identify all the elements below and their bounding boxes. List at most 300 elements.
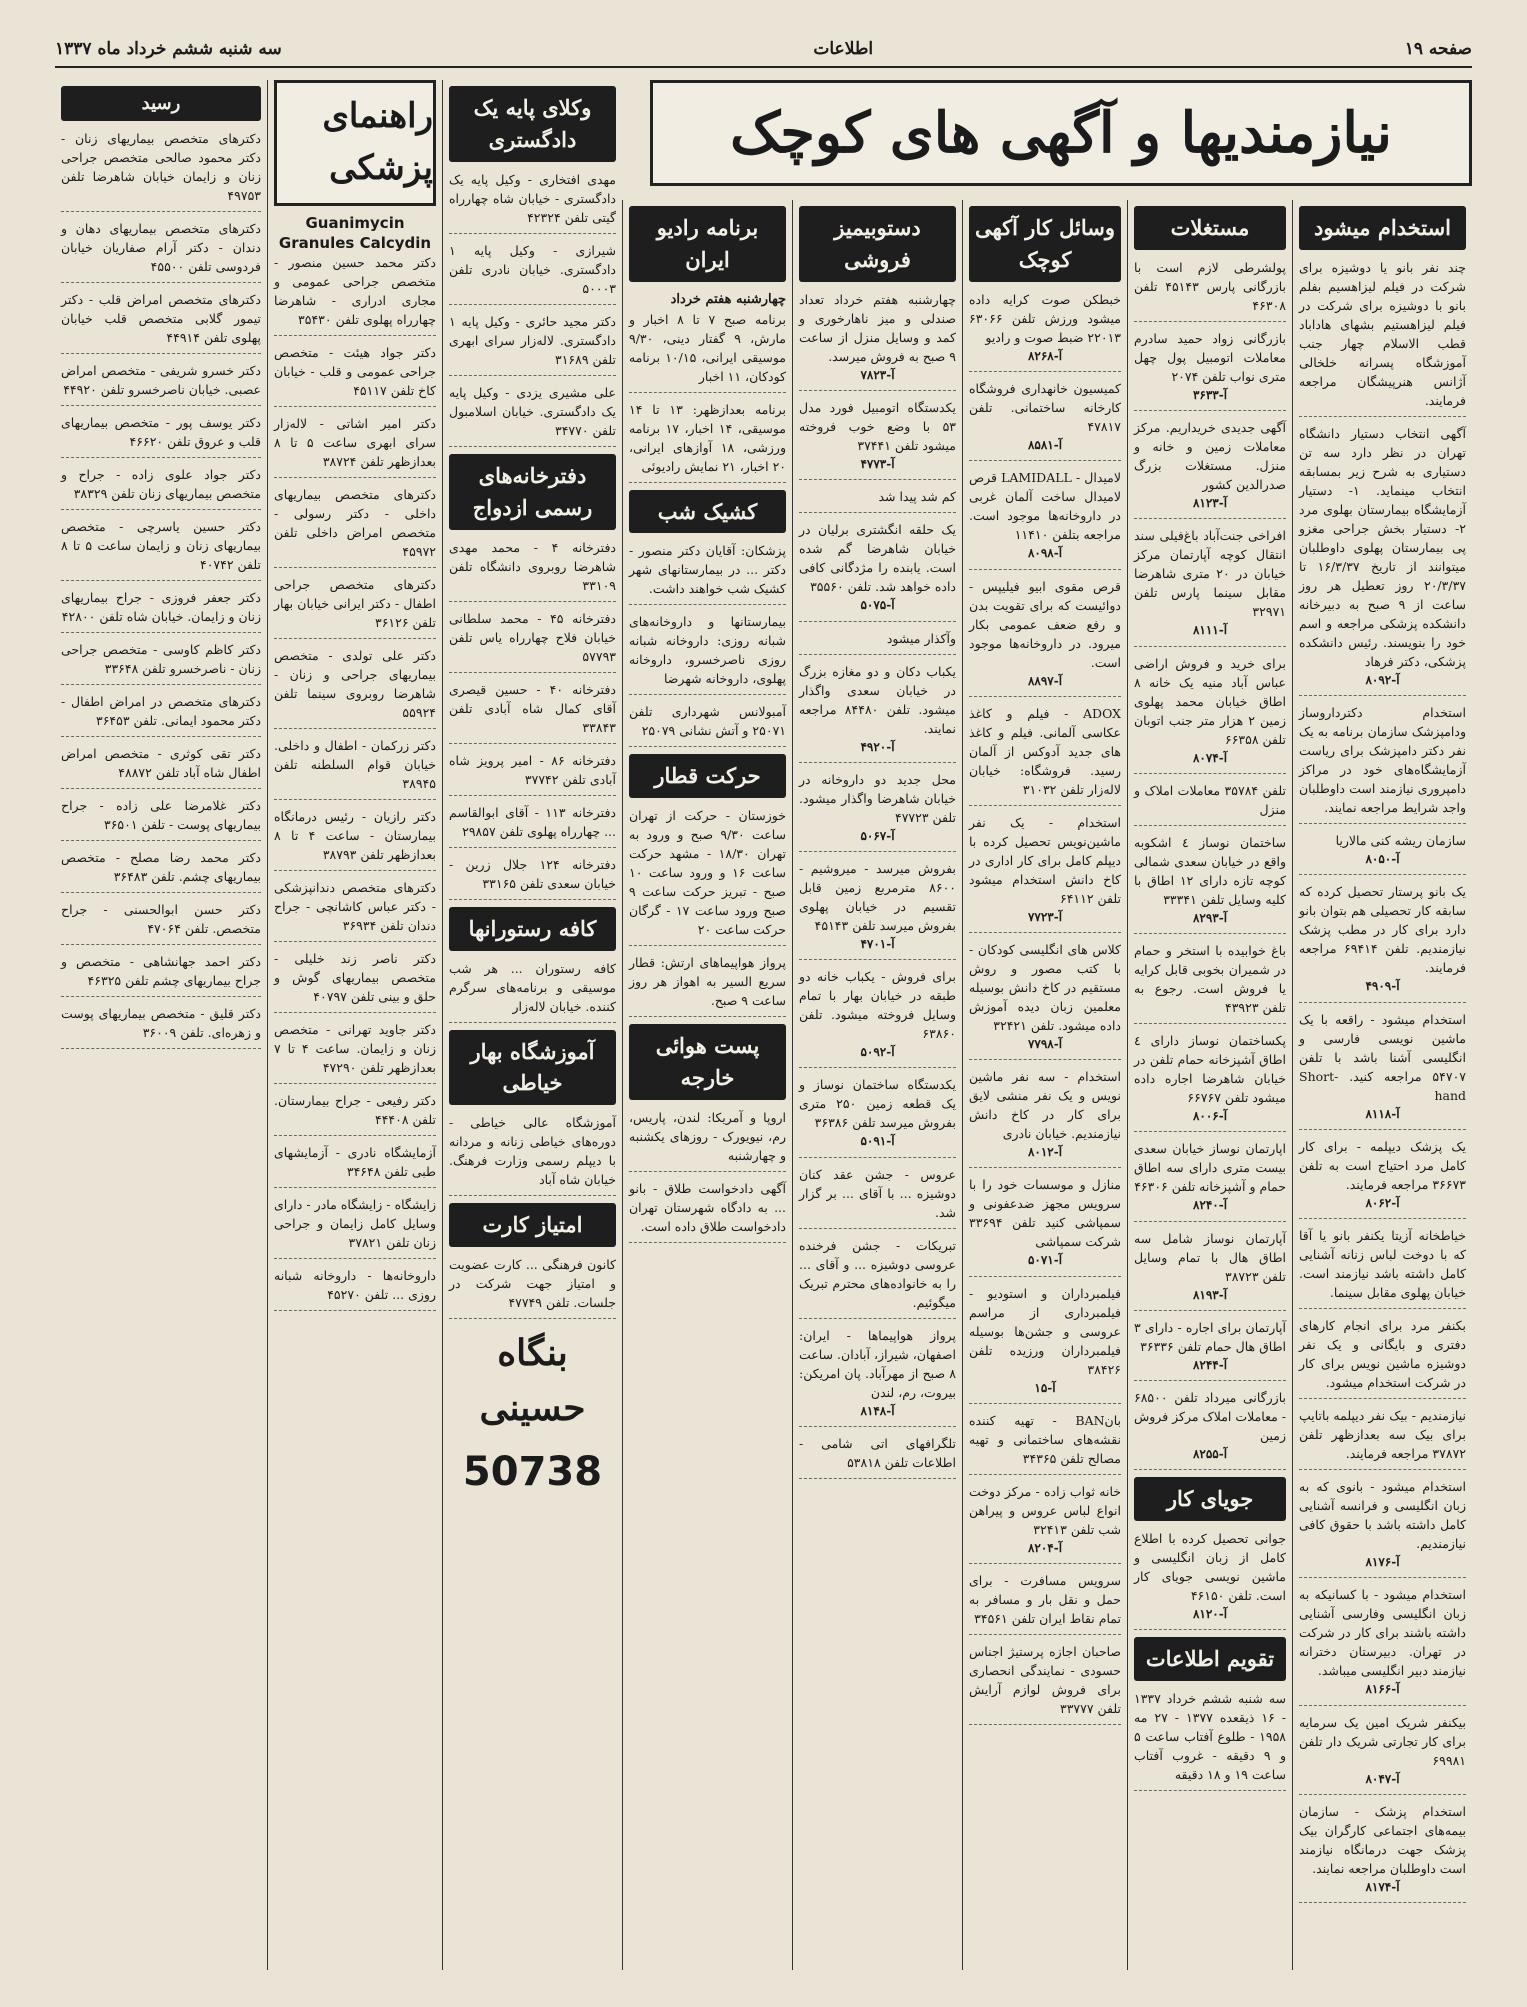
section-heading: جویای کار <box>1134 1477 1286 1521</box>
ad-text: دکتر جواد هیئت - متخصص جراحی عمومی و قلب - خیابان کاخ تلفن ۴۵۱۱۷ <box>274 345 436 398</box>
ad-text: پکساختمان نوساز دارای ٤ اطاق آشپزخانه حمام تلفن در خیابان شاهرضا اجاره داده میشود تلفن ۶۶۷۶۷ <box>1134 1033 1286 1106</box>
ad-text: افراخی جنت‌آباد باغ‌فیلی سند انتقال کوچه آپارتمان مرکز خیابان در ۲۰ متری شاهرضا مقابل سینما پارس تلفن ۳۲۹۷۱ <box>1134 528 1286 620</box>
classified-ad <box>449 1113 616 1196</box>
ad-text: بیمارستانها و داروخانه‌های شبانه روزی: داروخانه شبانه روزی ناصرخسرو، داروخانه پهلوی، داروخانه شهرضا <box>629 614 786 687</box>
classified-ad <box>629 1179 786 1243</box>
ad-text: دکترهای متخصص بیماریهای زنان - دکتر محمود صالحی متخصص جراحی زنان و زایمان خیابان شاهرضا تلفن ۴۹۷۵۳ <box>61 131 261 204</box>
ad-text: شیرازی - وکیل پایه ۱ دادگستری. خیابان نادری تلفن ۵۰۰۰۳ <box>449 242 616 296</box>
column-real-estate <box>1127 200 1292 1970</box>
ad-text: دکتر رازیان - رئیس درمانگاه بیمارستان - ساعت ۴ تا ۸ بعدازظهر تلفن ۳۸۷۹۳ <box>274 809 437 862</box>
ad-text: دکتر یوسف پور - متخصص بیماریهای قلب و عروق تلفن ۴۶۶۲۰ <box>61 415 261 450</box>
ad-text: یک بانو پرستار تحصیل کرده که سابقه کار تحصیلی هم بتوان بانو دارد برای کار در مطب پزشک نیازمندیم. تلفن ۶۹۴۱۴ مراجعه فرمایند. <box>1299 884 1466 976</box>
ad-list <box>1134 1529 1286 1630</box>
running-header <box>55 36 1472 68</box>
section-heading: دستوبیمیز فروشی <box>799 206 956 282</box>
classified-ad <box>274 575 436 639</box>
ad-text: ADOX - فیلم و کاغذ عکاسی آلمانی. فیلم و کاغذ های جدید آدوکس از آلمان رسید. فروشگاه: خیابان لاله‌زار تلفن ۳۱۰۳۲ <box>969 705 1121 797</box>
ad-text: دکتر ناصر زند خلیلی - متخصص بیماریهای گوش و حلق و بینی تلفن ۴۰۷۹۷ <box>274 951 436 1004</box>
ad-text: آگهی دادخواست طلاق - بانو ... به دادگاه شهرستان تهران دادخواست طلاق داده است. <box>629 1181 786 1235</box>
ad-list <box>449 959 616 1023</box>
ad-code: آ-۸۱۹۳ <box>1192 1287 1228 1302</box>
classified-ad <box>274 1091 436 1136</box>
classified-ad <box>969 1284 1121 1404</box>
ad-text: آگهی انتخاب دستیار دانشگاه تهران در نظر دارد سه تن دستیاری به شرح زیر بمسابقه انتخاب مینماید. ۱- دستیار آزمایشگاه بیمارستان بهلوی مرد ۲- دستیار بخش جراحی مغزو پی بیمارستان پهلوی داوطلبان میتوانند از تاریخ ۱۶/۳/۳۷ تا ۲۰/۳/۳۷ روز تعطیل هر روز ساعت از ۹ صبح به دبیرخانه دانشکده پزشکی مراجعه و اسم خود را بنویسند. رئیس دانشکده پزشکی، دکتر فرهاد <box>1299 425 1466 669</box>
ad-list <box>1299 258 1466 1903</box>
ad-text: پولشرطی لازم است با بازرگانی پارس ۴۵۱۴۳ تلفن ۴۶۳۰۸ <box>1134 259 1286 313</box>
ad-text: دکتر امیر اشاتی - لاله‌زار سرای ابهری ساعت ۵ تا ۸ بعدازظهر تلفن ۳۸۷۲۴ <box>274 416 436 469</box>
classified-ad <box>61 1004 261 1049</box>
classified-ad <box>1134 1318 1286 1381</box>
ad-text: بفروش میرسد - میروشیم - ۸۶۰۰ مترمربع زمین قابل تقسیم در خیابان پهلوی بفروش میرسد تلفن ۴۵۱۴۳ <box>799 860 956 933</box>
classified-ad <box>969 1482 1121 1564</box>
ad-text: دکتر زرکمان - اطفال و داخلی. خیابان قوام السلطنه تلفن ۳۸۹۴۵ <box>274 738 436 791</box>
ad-text: استخدام - سه نفر ماشین نویس و یک نفر منشی لایق برای کار در کاخ دانش نیازمندیم. خیابان نادری <box>969 1069 1121 1142</box>
ad-text: آموزشگاه عالی خیاطی - دوره‌های خیاطی زنانه و مردانه با دیپلم رسمی وزارت فرهنگ. خیابان شاه آباد <box>449 1115 616 1188</box>
ad-list <box>1134 258 1286 1470</box>
classified-ad <box>61 952 261 997</box>
section-heading: آموزشگاه بهار خیاطی <box>449 1030 616 1106</box>
ad-code: آ-۸۱۲۰ <box>1192 1607 1228 1622</box>
ad-text: دفترخانه ۱۱۳ - آقای ابوالقاسم ... چهارراه پهلوی تلفن ۲۹۸۵۷ <box>449 804 616 839</box>
ad-list <box>629 310 786 483</box>
classified-ad <box>274 646 436 729</box>
ad-text: آپارتمان برای اجاره - دارای ۳ اطاق هال حمام تلفن ۳۶۳۳۶ <box>1134 1319 1286 1354</box>
ad-text: دکتر تقی کوثری - متخصص امراض اطفال شاه آباد تلفن ۴۸۸۷۲ <box>61 746 261 781</box>
classified-ad <box>449 383 616 447</box>
classified-ad <box>1134 418 1286 519</box>
ad-text: نیازمندیم - بیک نفر دیپلمه باتایپ برای بیک سه بعدازظهر تلفن ۳۷۸۷۲ مراجعه فرمایند. <box>1299 1408 1466 1462</box>
agency-phone: 50738 <box>462 1448 603 1495</box>
section-heading: دفترخانه‌های رسمی ازدواج <box>449 454 616 530</box>
classified-ad <box>969 468 1121 569</box>
ad-code: آ-۴۹۲۰ <box>860 739 895 754</box>
ad-text: دکتر قلیق - متخصص بیماریهای پوست و زهره‌ای. تلفن ۳۶۰۰۹ <box>61 1006 261 1041</box>
classified-ad <box>1134 258 1286 322</box>
ad-code: آ-۸۰۴۷ <box>1365 1771 1400 1786</box>
classified-ad <box>1299 831 1466 875</box>
section-heading: پست هوائی خارجه <box>629 1024 786 1100</box>
ad-text: یکدستگاه اتومبیل فورد مدل ۵۳ با وضع خوب فروخته میشود تلفن ۳۷۴۴۱ <box>799 400 956 454</box>
classified-ad <box>1299 258 1466 417</box>
classified-ad <box>274 878 436 942</box>
classified-ad <box>799 629 956 655</box>
ad-text: دکترهای متخصص دندانپزشکی - دکتر عباس کاشانچی - جراح دندان تلفن ۳۶۹۳۴ <box>274 880 436 933</box>
ad-text: اروپا و آمریکا: لندن، پاریس، رم، نیویورک - روزهای یکشنبه و چهارشنبه <box>629 1110 786 1164</box>
ad-list <box>629 541 786 747</box>
ad-code: آ-۸۰۹۸ <box>1027 546 1063 561</box>
classified-ad <box>61 290 261 354</box>
ad-text: برای فروش - یکباب خانه دو طبقه در خیابان بهار با تمام وسایل فروخته میشود. تلفن ۶۳۸۶۰ <box>799 969 956 1042</box>
classified-ad <box>61 900 261 945</box>
ad-text: دکتر محمد حسین منصور - متخصص جراحی عمومی و مجاری ادراری - شاهرضا چهارراه پهلوی تلفن ۳۵۴۳۰ <box>274 255 436 327</box>
ad-code: آ-۸۱۷۴ <box>1365 1879 1400 1894</box>
ad-text: کافه رستوران ... هر شب موسیقی و برنامه‌های سرگرم کننده. خیابان لاله‌زار <box>449 960 616 1014</box>
ad-text: یکباب دکان و دو مغازه بزرگ در خیابان سعدی واگذار میشود. تلفن ۸۴۴۸۰ مراجعه نمایند. <box>799 663 956 736</box>
classified-ad <box>799 520 956 621</box>
classified-ad <box>274 1195 436 1259</box>
ad-text: آمبولانس شهرداری تلفن ۲۵۰۷۱ و آتش نشانی ۲۵۰۷۹ <box>629 704 786 739</box>
classified-ad <box>449 609 616 673</box>
ad-code: آ-۵۰۶۷ <box>860 828 895 843</box>
classified-ad <box>799 770 956 852</box>
ad-text: دکتر خسرو شریفی - متخصص امراض عصبی. خیابان ناصرخسرو تلفن ۴۴۹۲۰ <box>61 363 261 398</box>
ad-code: آ-۸۱۴۸ <box>860 1403 895 1418</box>
classified-ad <box>61 796 261 841</box>
ad-code: آ-۸۰۷۴ <box>1192 750 1228 765</box>
ad-code: آ-۷۸۲۳ <box>860 367 895 382</box>
issue-date: سه شنبه ششم خرداد ماه ۱۳۳۷ <box>55 39 282 59</box>
ad-text: جوانی تحصیل کرده با اطلاع کامل از زبان انگلیسی و ماشین نویسی جویای کار است. تلفن ۴۶۱۵۰ <box>1134 1531 1286 1604</box>
ad-text: دفترخانه ۴۰ - حسین قیصری آقای کمال شاه آبادی تلفن ۳۳۸۴۳ <box>449 681 616 735</box>
ad-list <box>449 1113 616 1196</box>
classified-ad <box>1134 1139 1286 1221</box>
classified-ad <box>1299 1477 1466 1578</box>
ad-list <box>449 538 616 900</box>
classified-ad <box>969 1642 1121 1725</box>
classified-ad <box>274 253 436 336</box>
ad-text: دکتر حسین یاسرچی - متخصص بیماریهای زنان و زایمان ساعت ۵ تا ۸ تلفن ۴۰۷۴۲ <box>61 519 262 573</box>
ad-text: چند نفر بانو یا دوشیزه برای شرکت در فیلم لیزاهسیم بفلم بانو با دوشیزه برای شرکت در فیلم لیزاهستیم بشهای هاداباد قطب الاسلام چهار جنب آموزشگاه پسرانه خلخالی آژانس هنرپیشگان مراجعه فرمایند. <box>1299 259 1466 408</box>
ad-text: چهارشنبه هفتم خرداد تعداد صندلی و میز ناهارخوری و کمد و وسایل منزل از ساعت ۹ صبح به فروش میرسد. <box>799 291 956 364</box>
ad-text: دکتر جاوید تهرانی - متخصص زنان و زایمان. ساعت ۴ تا ۷ بعدازظهر تلفن ۴۷۲۹۰ <box>274 1022 437 1075</box>
ad-text: استخدام دکترداروساز ودامپزشک سازمان برنامه به یک نفر دکتر دامپزشک برای ریاست آزمایشگاه‌های خود در مراکز دامپروری نیازمند است داوطلبان واجد شرایط مراجعه نمایند. <box>1299 705 1466 816</box>
ad-code: آ-۸۲۹۳ <box>1192 910 1228 925</box>
ad-text: دکتر جعفر فروزی - جراح بیماریهای زنان و زایمان. خیابان شاه تلفن ۴۲۸۰۰ <box>61 590 261 625</box>
classified-ad <box>449 1255 616 1319</box>
ad-text: دکترهای متخصص بیماریهای داخلی - دکتر رسولی - متخصص امراض داخلی تلفن ۴۵۹۷۲ <box>274 487 436 559</box>
ad-text: پزشکان: آقایان دکتر منصور - دکتر ... در بیمارستانهای شهر کشیک شب خواهند داشت. <box>629 543 786 597</box>
ad-code: آ-۱۵ <box>1034 1380 1056 1395</box>
classified-ad <box>969 379 1121 461</box>
ad-code: آ-۸۱۲۳ <box>1192 496 1228 511</box>
classified-ad <box>799 1075 956 1157</box>
ad-code: آ-۸۱۶۶ <box>1365 1682 1400 1697</box>
classified-ad <box>61 219 261 283</box>
classified-ad <box>799 1165 956 1229</box>
classified-ad <box>61 413 261 458</box>
classified-ad <box>449 959 616 1023</box>
ad-text: اپارتمان نوساز خیابان سعدی بیست متری دارای سه اطاق حمام و آشپزخانه تلفن ۴۶۳۰۶ <box>1134 1141 1286 1195</box>
classified-ad <box>61 361 261 406</box>
ad-code: آ-۵۰۷۱ <box>1027 1253 1063 1268</box>
column-employment <box>1292 200 1472 1970</box>
classified-ad <box>969 1571 1121 1635</box>
classified-ad <box>1134 526 1286 646</box>
classified-ad <box>969 940 1121 1060</box>
ad-code: آ-۸۵۸۱ <box>1027 438 1063 453</box>
column-sales <box>792 200 962 1970</box>
section-heading: مستغلات <box>1134 206 1286 250</box>
classified-ad <box>969 704 1121 806</box>
ad-text: دکتر رفیعی - جراح بیمارستان. تلفن ۴۴۴۰۸ <box>274 1093 436 1127</box>
ad-code: آ-۸۱۱۸ <box>1365 1106 1400 1121</box>
classified-ad <box>274 343 436 407</box>
classified-ad <box>799 487 956 513</box>
column-lawyers <box>442 80 622 1970</box>
classified-ad <box>1299 1802 1466 1903</box>
classified-ad <box>1134 1229 1286 1311</box>
ad-text: دکتر محمد رضا مصلح - متخصص بیماریهای چشم. تلفن ۳۶۴۸۳ <box>61 850 261 885</box>
classified-ad <box>1299 882 1466 1002</box>
ad-code: آ-۳۶۳۳ <box>1192 387 1228 402</box>
column-radio-program <box>622 200 792 1970</box>
column-doctors <box>55 80 267 1970</box>
ad-text: منازل و موسسات خود را با سرویس مجهز ضدعفونی و سمپاشی کنید تلفن ۳۳۶۹۴ شرکت سمپاشی <box>969 1177 1121 1250</box>
ad-text: کم شد پیدا شد <box>878 489 956 505</box>
ad-code: آ-۷۷۲۳ <box>1027 909 1063 924</box>
column-small-ads <box>962 200 1127 1970</box>
ad-text: داروخانه‌ها - داروخانه شبانه روزی ... تلفن ۴۵۲۷۰ <box>274 1268 436 1302</box>
paper-name: اطلاعات <box>813 39 874 59</box>
medical-guide-heading: راهنمای پزشکی <box>274 80 436 206</box>
ad-text: باغ خوابیده با استخر و حمام در شمیران بخوبی قابل کرایه یا فروش است. رجوع به تلفن ۴۳۹۲۳ <box>1134 943 1286 1016</box>
ad-text: یکدستگاه ساختمان نوساز و یک قطعه زمین ۲۵۰ متری بفروش میرسد تلفن ۳۶۳۸۶ <box>799 1077 957 1131</box>
ad-code: آ-۸۰۹۲ <box>1365 672 1400 687</box>
agency-name: بنگاه حسینی <box>479 1332 586 1429</box>
classified-ad <box>1299 1226 1466 1309</box>
classified-ad <box>1299 1406 1466 1470</box>
classified-ad <box>799 1434 956 1479</box>
ad-text: آپارتمان نوساز شامل سه اطاق هال با تمام وسایل تلفن ۳۸۷۲۳ <box>1134 1230 1286 1284</box>
ad-text: دکتر غلامرضا علی زاده - جراح بیماریهای پوست - تلفن ۳۶۵۰۱ <box>61 798 261 833</box>
ad-text: بازرگانی زواد حمید سادرم معاملات اتومبیل پول چهل مترى نواب تلفن ۲۰۷۴ <box>1134 330 1286 384</box>
ad-text: عروس - جشن عقد کنان دوشیزه ... با آقای ... بر گزار شد. <box>799 1166 956 1220</box>
ad-list <box>449 170 616 447</box>
ad-code: آ-۸۰۱۲ <box>1027 1145 1063 1160</box>
classified-ad <box>449 855 616 900</box>
classified-ad <box>61 848 261 893</box>
classified-ad <box>61 744 261 789</box>
classified-ad <box>629 612 786 695</box>
classified-ad <box>274 949 436 1013</box>
ad-code: آ-۴۷۷۳ <box>860 457 895 472</box>
classified-ad <box>629 806 786 946</box>
ad-text: پرواز هواپیماها - ایران: اصفهان، شیراز، آبادان. ساعت ۸ صبح از مهرآباد. پان امریکن: بیروت، رم، لندن <box>799 1327 956 1400</box>
classified-ad <box>1134 329 1286 411</box>
classified-ad <box>969 1067 1121 1168</box>
classified-ad <box>449 170 616 234</box>
ad-list <box>61 129 261 1049</box>
ad-text: خانه ثواب زاده - مرکز دوخت انواع لباس عروس و پیراهن شب تلفن ۳۲۴۱۳ <box>969 1483 1121 1537</box>
ad-list <box>799 290 956 1479</box>
classified-ad <box>629 953 786 1017</box>
ad-text: استخدام میشود - راقعه با یک ماشین نویسی فارسی و انگلیسی آشنا باشد با تلفن ۵۴۷۰۷ مراجعه کنید. Short-hand <box>1299 1011 1466 1103</box>
section-heading: تقویم اطلاعات <box>1134 1637 1286 1681</box>
classified-ad <box>274 485 436 568</box>
ad-text: برنامه صبح ۷ تا ۸ اخبار و مارش، ۹ گفتار دینی، ۹/۳۰ موسیقی ایرانی، ۱۰/۱۵ برنامه کودکان، ۱۱ اخبار <box>629 311 786 384</box>
classified-ad <box>1299 1010 1466 1130</box>
classified-ad <box>799 967 956 1068</box>
ad-code: آ-۸۲۴۰ <box>1192 1198 1228 1213</box>
ad-text: کمیسیون خانهداری فروشگاه کارخانه ساختمانی. تلفن ۴۷۸۱۷ <box>969 381 1121 435</box>
ad-code: آ-۸۲۵۵ <box>1192 1447 1228 1462</box>
ad-code: آ-۸۸۹۷ <box>1027 673 1063 688</box>
ad-code: آ-۸۰۶۲ <box>1365 1195 1400 1210</box>
ad-text: تلگرافهای اتی شامی - اطلاعات تلفن ۵۳۸۱۸ <box>799 1435 956 1470</box>
ad-text: علی مشیری یزدی - وکیل پایه یک دادگستری. خیابان اسلامبول تلفن ۳۴۷۷۰ <box>449 384 616 438</box>
section-heading: استخدام میشود <box>1299 206 1466 250</box>
classified-ad <box>61 465 261 510</box>
section-heading: برنامه رادیو ایران <box>629 206 786 282</box>
ad-text: خبطکن صوت کرایه داده میشود ورزش تلفن ۶۳۰۶۶ ۲۲۰۱۳ ضبط صوت و رادیو <box>969 291 1121 345</box>
classified-ad <box>449 241 616 305</box>
ad-code: آ-۸۲۶۸ <box>1027 348 1063 363</box>
classified-ad <box>274 807 436 871</box>
classified-ad <box>969 577 1121 697</box>
ad-text: دفترخانه ۸۶ - امیر پرویز شاه آبادی تلفن ۳۷۷۴۲ <box>449 752 617 787</box>
ad-text: آزمایشگاه نادری - آزمایشهای طبی تلفن ۳۴۶۴۸ <box>274 1145 436 1179</box>
classified-ad <box>449 312 616 376</box>
ad-text: دکتر علی تولدی - متخصص بیماریهای جراحی و زنان - شاهرضا روبروی سینما تلفن ۵۵۹۲۴ <box>274 648 436 720</box>
ad-text: استخدام پزشک - سازمان بیمه‌های اجتماعی کارگران بیک پزشک جهت درمانگاه نیازمند است داوطلبان مراجعه نمایند. <box>1299 1803 1466 1876</box>
ad-text: دفترخانه ۴ - محمد مهدی شاهرضا روبروی دانشگاه تلفن ۳۳۱۰۹ <box>449 539 616 593</box>
ad-text: سرویس مسافرت - برای حمل و نقل بار و مسافر به تمام نقاط ایران تلفن ۳۴۵۶۱ <box>969 1573 1121 1627</box>
ad-text: فیلمبرداران و استودیو - فیلمبرداری از مراسم عروسی و جشن‌ها بوسیله فیلمبرداران ورزیده تلفن ۳۸۴۲۶ <box>969 1285 1121 1377</box>
ad-text: دکتر مجید حائری - وکیل پایه ۱ دادگستری. لاله‌زار سرای ابهری تلفن ۳۱۶۸۹ <box>449 313 616 367</box>
ad-text: برنامه بعدازظهر: ۱۳ تا ۱۴ موسیقی، ۱۴ اخبار، ۱۷ برنامه ورزشی، ۱۸ آوازهای ایرانی، ۲۰ اخبار، ۲۱ نمایش رادیوئی <box>629 401 787 474</box>
section-heading: کشیک شب <box>629 490 786 534</box>
ad-text: دکتر حسن ابوالحسنی - جراح متخصص. تلفن ۴۷۰۶۴ <box>61 902 261 937</box>
classified-ad <box>1134 941 1286 1024</box>
ad-code: آ-۸۲۰۴ <box>1027 1540 1063 1555</box>
classified-ad <box>629 400 786 483</box>
ad-text: استخدام میشود - بانوی که به زبان انگلیسی و فرانسه آشنایی کامل داشته باشد با حقوق کافی نیازمندیم. <box>1299 1479 1466 1552</box>
ad-text: دفترخانه ۱۲۴ جلال زرین - خیابان سعدی تلفن ۳۳۱۶۵ <box>449 856 616 891</box>
ad-text: دکترهای متخصص جراحی اطفال - دکتر ایرانی خیابان بهار تلفن ۳۶۱۲۶ <box>274 577 436 630</box>
classified-ad <box>1299 1316 1466 1399</box>
classifieds-masthead <box>650 80 1472 186</box>
ad-text: لامیدال - LAMIDALL قرص لامیدال ساخت آلمان غربی در داروخانه‌ها موجود است. مراجعه بتلفن ۱۱۴۱۰ <box>969 470 1121 543</box>
classified-ad <box>969 1175 1121 1276</box>
classified-ad <box>274 1143 436 1188</box>
ad-text: مهدی افتخاری - وکیل پایه یک دادگستری - خیابان شاه چهارراه گیتی تلفن ۴۲۳۲۴ <box>449 171 616 225</box>
section-heading: وکلای پایه یک دادگستری <box>449 86 616 162</box>
classified-ad <box>629 702 786 747</box>
ad-list <box>274 253 436 1311</box>
ad-text: پرواز هواپیماهای ارتش: قطار سریع السیر به اهواز هر روز ساعت ۹ صبح. <box>629 955 786 1009</box>
classified-ad <box>799 859 956 960</box>
classified-ad <box>274 1020 436 1084</box>
ad-text: تبریکات - جشن فرخنده عروسی دوشیزه ... و آقای ... را به خانواده‌های محترم تبریک میگوئیم. <box>799 1237 956 1310</box>
ad-text: دکتر کاظم کاوسی - متخصص جراحی زنان - ناصرخسرو تلفن ۳۳۶۴۸ <box>61 642 261 677</box>
ad-text: خیاطخانه آزیتا یکنفر بانو یا آقا که با دوخت لباس زنانه آشنایی کامل داشته باشد نیازمند است. خیابان پهلوی مقابل سینما. <box>1299 1228 1466 1301</box>
classified-ad <box>1299 1585 1466 1705</box>
classified-ad <box>629 1108 786 1172</box>
ad-text: دفترخانه ۴۵ - محمد سلطانی خیابان فلاح چهارراه یاس تلفن ۵۷۷۹۳ <box>449 610 616 664</box>
ad-code: آ-۸۱۱۱ <box>1192 623 1228 638</box>
ad-list <box>629 806 786 1017</box>
section-heading: کافه رستورانها <box>449 907 616 951</box>
ad-code: آ-۴۹۰۹ <box>1365 979 1400 994</box>
ad-text: یک حلقه انگشتری برلیان در خیابان شاهرضا گم شده است. یابنده را مژدگانی کافی داده خواهد شد. تلفن ۳۵۵۶۰ <box>799 522 956 595</box>
ad-text: برای خرید و فروش اراضی عباس آباد منیه یک خانه ۸ اطاق خیابان محمد پهلوی زمین ۲ هزار متر جنب اتوبان تلفن ۶۶۳۵۸ <box>1134 655 1287 747</box>
ad-code: آ-۴۷۰۱ <box>860 936 895 951</box>
classified-ad <box>629 541 786 605</box>
ad-text: زایشگاه - زایشگاه مادر - دارای وسایل کامل زایمان و جراحی زنان تلفن ۳۷۸۲۱ <box>274 1197 436 1250</box>
ad-text: بکنفر مرد برای انجام کارهای دفتری و بایگانی و یک نفر دوشیزه ماشین نویس برای کار در شرکت استخدام میشود. <box>1299 1318 1466 1391</box>
ad-list <box>449 1255 616 1319</box>
section-heading: رسید <box>61 86 261 121</box>
classified-ad <box>274 1266 436 1311</box>
ad-text: بانBAN - تهیه کننده نقشه‌های ساختمانی و تهیه مصالح تلفن ۳۴۳۶۵ <box>969 1412 1121 1466</box>
ad-text: دکتر جواد علوی زاده - جراح و متخصص بیماریهای زنان تلفن ۳۸۳۲۹ <box>61 467 261 502</box>
classified-ad <box>449 538 616 602</box>
ad-text: دکتر احمد جهانشاهی - متخصص و جراح بیماریهای چشم تلفن ۴۶۳۲۵ <box>61 954 261 989</box>
ad-text: بیکنفر شریک امین یک سرمایه برای کار تجارتی شریک دار تلفن ۶۹۹۸۱ <box>1299 1714 1466 1768</box>
classified-ad <box>799 398 956 480</box>
ad-text: صاحبان اجازه پرستیژ اجناس حسودی - نمایندگی انحصاری برای فروش لوازم آرایش تلفن ۳۳۷۷۷ <box>969 1644 1121 1717</box>
ad-code: آ-۸۰۵۰ <box>1365 852 1400 867</box>
classified-ad <box>1134 1529 1286 1630</box>
drug-names: Guanimycin Granules Calcydin <box>278 214 432 252</box>
ad-text: وآکذار میشود <box>886 630 956 646</box>
ad-text: سازمان ریشه کنی مالاریا <box>1335 833 1466 849</box>
ad-code: آ-۵۰۹۱ <box>860 1134 895 1149</box>
classified-ad <box>1134 781 1286 826</box>
classified-ad <box>1299 424 1466 696</box>
classified-ad <box>449 680 616 744</box>
classified-ad <box>629 310 786 393</box>
ad-text: محل جدید دو داروخانه در خیابان شاهرضا واگذار میشود. تلفن ۴۷۷۲۳ <box>799 771 956 825</box>
section-heading: حرکت قطار <box>629 754 786 798</box>
ad-code: آ-۵۰۹۲ <box>860 1045 895 1060</box>
ad-text: تلفن ۳۵۷۸۴ معاملات املاک و منزل <box>1134 782 1286 817</box>
classified-ad <box>61 588 261 633</box>
classified-ad <box>1299 1713 1466 1795</box>
ad-text: خوزستان - حرکت از تهران ساعت ۹/۳۰ صبح و ورود به تهران ۱۸/۳۰ - مشهد حرکت ساعت ۱۶ و ورود ساعت ۱۰ صبح - تبریز حرکت ساعت ۹ صبح ورود ساعت ۱۷ - گرگان حرکت ساعت ۲۰ <box>629 808 786 938</box>
classified-ad <box>61 692 261 737</box>
ad-text: کانون فرهنگی ... کارت عضویت و امتیاز جهت شرکت در جلسات. تلفن ۴۷۷۴۹ <box>449 1257 616 1311</box>
classified-ad <box>61 129 261 212</box>
classified-ad <box>799 1236 956 1319</box>
page-number: صفحه ۱۹ <box>1404 39 1472 59</box>
ad-text: دکترهای متخصص امراض قلب - دکتر تیمور گلابی متخصص قلب خیابان پهلوی تلفن ۴۴۹۱۴ <box>61 292 261 346</box>
ad-text: استخدام - یک نفر ماشین‌نویس تحصیل کرده با دیپلم کامل برای کار اداری در کاخ دانش استخدام میشود تلفن ۶۴۱۱۲ <box>969 814 1121 906</box>
classified-ad <box>1134 1388 1286 1470</box>
classified-ad <box>969 290 1121 372</box>
classified-ad <box>1134 1031 1286 1132</box>
classified-ad <box>1299 1137 1466 1219</box>
section-heading: وسائل کار آکهی کوچک <box>969 206 1121 282</box>
ad-text: کلاس های انگلیسی کودکان - با کتب مصور و روش مستقیم در کاخ دانش بوسیله معلمین زبان دیده آموزش داده میشود. تلفن ۳۲۴۲۱ <box>969 941 1121 1033</box>
classified-ad <box>799 290 956 391</box>
ad-text: قرص مقوی ابیو فیلیپس - دوائیست که برای تقویت بدن و رفع ضعف عمومی بکار میرود. در داروخانه‌ها موجود است. <box>969 578 1121 670</box>
ad-text: آگهی جدیدی خریداریم. مرکز معاملات زمین و خانه و منزل. مستغلات بزرگ صدرالدین کشور <box>1134 420 1286 493</box>
ad-list <box>969 290 1121 1725</box>
ad-code: آ-۵۰۷۵ <box>860 598 895 613</box>
ad-text: یک پزشک دیپلمه - برای کار کامل مرد احتیاج است به تلفن ۳۶۶۷۳ مراجعه فرمایند. <box>1299 1138 1466 1192</box>
ad-text: بازرگانی میرداد تلفن ۶۸۵۰۰ - معاملات املاک مرکز فروش زمین <box>1134 1390 1286 1444</box>
column-medical-guide <box>267 80 442 1970</box>
classified-ad <box>449 803 616 848</box>
classified-ad <box>61 640 261 685</box>
ad-text: ساختمان نوساز ٤ اشکوبه واقع در خیابان سعدی شمالی کوچه تازه دارای ۱۲ اطاق با کلیه وسایل تلفن ۳۳۳۴۱ <box>1134 834 1286 907</box>
classified-ad <box>1134 833 1286 934</box>
ad-code: آ-۷۷۹۸ <box>1027 1036 1063 1051</box>
calendar-text: سه شنبه ششم خرداد ۱۳۳۷ - ۱۶ ذیقعده ۱۳۷۷ - ۲۷ مه ۱۹۵۸ - طلوع آفتاب ساعت ۵ و ۹ دقیقه - غروب آفتاب ساعت ۱۹ و ۱۸ دقیقه <box>1134 1689 1286 1791</box>
ad-code: آ-۸۲۴۴ <box>1192 1357 1228 1372</box>
classified-ad <box>969 813 1121 933</box>
classified-ad <box>274 414 436 478</box>
classified-ad <box>799 1326 956 1427</box>
ad-text: دکترهای متخصص بیماریهای دهان و دندان - دکتر آرام صفاریان خیابان فردوسی تلفن ۴۵۵۰۰ <box>61 221 261 275</box>
classified-ad <box>799 662 956 763</box>
section-heading: امتیاز کارت <box>449 1203 616 1247</box>
classified-ad <box>1299 703 1466 824</box>
section-intro: چهارشنبه هفتم خرداد <box>670 291 786 307</box>
classified-ad <box>61 517 261 581</box>
ad-text: استخدام میشود - با کسانیکه به زبان انگلیسی وفارسی آشنایی داشته باشند برای کار در شرکت در تهران. دبیرستان دخترانه نیازمند دبیر انگلیسی میباشد. <box>1299 1587 1466 1679</box>
